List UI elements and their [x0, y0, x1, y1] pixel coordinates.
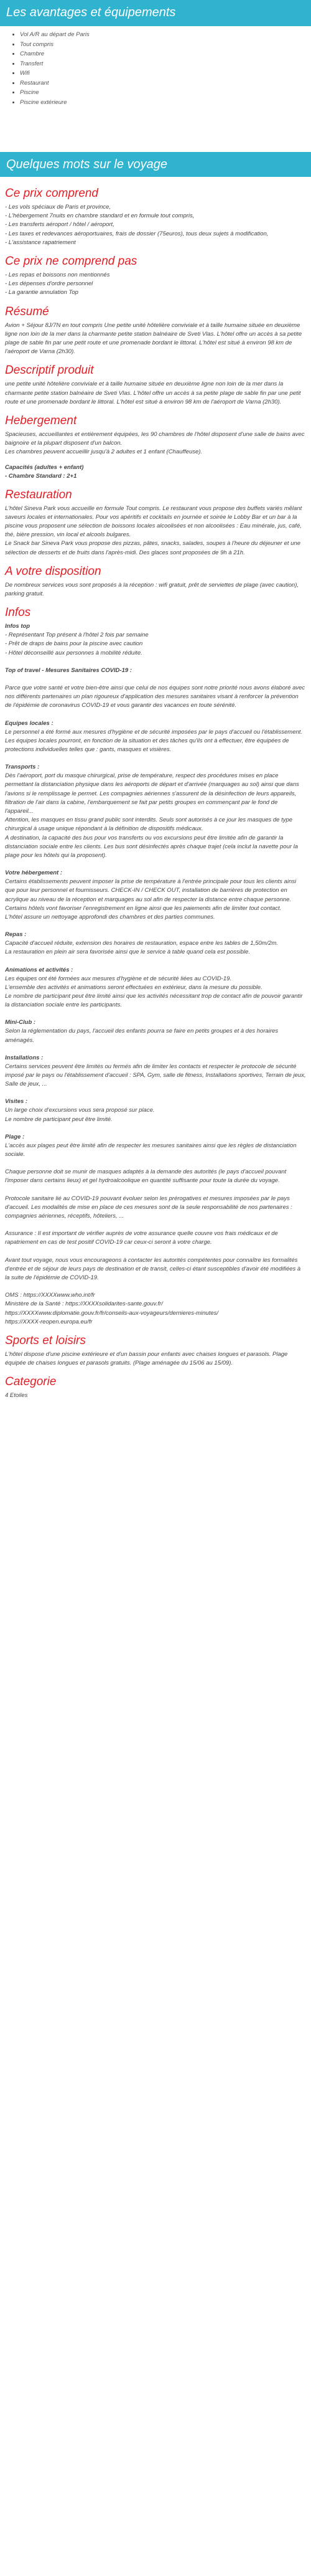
- advantages-title: Les avantages et équipements: [6, 6, 176, 19]
- miniclub-label: Mini-Club :: [5, 1019, 36, 1026]
- trip-section-header: [0, 152, 311, 177]
- hosting-text-2: L'hôtel assure un nettoyage approfondi des chambres et des parties communes.: [5, 913, 215, 921]
- trip-section-title: Quelques mots sur le voyage: [6, 158, 168, 171]
- accommodation-text: Spacieuses, accueillantes et entièrement équipées, les 90 chambres de l'hôtel disposent d'une salle de bains avec baignoire et la plupart disposent d'un balcon.: [5, 431, 305, 447]
- accommodation-text-2: Les chambres peuvent accueillir jusqu'à 2 adultes et 1 enfant (Chauffeuse).: [5, 448, 203, 456]
- local-teams-label: Equipes locales :: [5, 719, 53, 727]
- hosting-text: Certains établissements peuvent imposer la prise de température à l'entrée principale pour tous les clients ainsi que pour leur personnel et fournisseurs. CHECK-IN / CHECK OUT, installation de barrières de protection en acrylique au niveau de la réception et marquages au sol afin de respecter la distance entre chaque personne. Certains hôtels vont favoriser l'enregistrement en ligne ainsi que les paiements afin de limiter tout contact.: [5, 878, 297, 912]
- included-line: - Les transferts aéroport / hôtel / aéroport,: [5, 221, 114, 229]
- capacity-label: Capacités (adultes + enfant): [5, 463, 84, 471]
- animations-text-3: Le nombre de participant peut être limité ainsi que les activités nécessitant trop de contact afin de pouvoir garantir la distanciation sociale entre les participants.: [5, 992, 303, 1009]
- animations-text-2: L'ensemble des activités et animations seront effectuées en extérieur, dans la mesure du possible.: [5, 983, 262, 991]
- protocol-text: Protocole sanitaire lié au COVID-19 pouvant évoluer selon les prérogatives et mesures imposées par le pays d'accueil. Les modalités de mise en place de ces mesures sont de la seule responsabilité de nos partenaires : compagnies aériennes, réceptifs, hôteliers, ...: [5, 1195, 292, 1220]
- excluded-line: - Les dépenses d'ordre personnel: [5, 280, 93, 288]
- advantages-list-container: [0, 26, 311, 107]
- visits-text: Un large choix d'excursions vous sera proposé sur place.: [5, 1107, 155, 1114]
- infos-top-line: - Prêt de draps de bains pour la piscine avec caution: [5, 640, 143, 648]
- transport-label: Transports :: [5, 764, 40, 771]
- info-link[interactable]: Ministère de la Santé : https://XXXXsolidarites-sante.gouv.fr/: [5, 1300, 163, 1308]
- info-link[interactable]: https://XXXX-reopen.europa.eu/fr: [5, 1318, 93, 1325]
- visits-text-2: Le nombre de participant peut être limité.: [5, 1115, 113, 1123]
- beach-text-2: Chaque personne doit se munir de masques adaptés à la demande des autorités (le pays d'accueil pouvant l'imposer dans certains lieux) et gel hydroalcoolique en quantité suffisante pour toute la durée du voyage.: [5, 1168, 287, 1185]
- sports-title: Sports et loisirs: [5, 1334, 86, 1348]
- insurance-text: Assurance : Il est important de vérifier auprès de votre assurance quelle couvre vos frais médicaux et de rapatriement en cas de test positif COVID-19 car ceux-ci seront à votre charge.: [5, 1230, 278, 1246]
- infos-block: [5, 622, 306, 1327]
- excluded-title: Ce prix ne comprend pas: [5, 255, 137, 268]
- info-link[interactable]: https://XXXXwww.diplomatie.gouv.fr/fr/conseils-aux-voyageurs/dernieres-minutes/: [5, 1309, 219, 1317]
- advice-text: Avant tout voyage, nous vous encourageons à contacter les autorités compétentes pour connaître les formalités d'entrée et de séjour de leurs pays de destination et de transit, celles-ci étant susceptibles d'avoir été modifiées à la suite de l'épidémie de COVID-19.: [5, 1256, 301, 1282]
- meals-text-2: La restauration en plein air sera favorisée ainsi que le service à table quand cela est possible.: [5, 949, 250, 956]
- included-line: - L'hébergement 7nuits en chambre standard et en formule tout compris,: [5, 212, 195, 220]
- restaurant-text: L'hôtel Sineva Park vous accueille en formule Tout compris. Le restaurant vous propose des buffets variés mêlant saveurs locales et internationales. Pour vos apéritifs et cocktails en journée et soirée le Lobby Bar et un bar à la piscine vous proposent une sélection de boissons locales alcoolisées et non alcoolisées : Eau minérale, jus, café, thé, bière pression, vin local et alcools bulgares.: [5, 504, 302, 539]
- visits-label: Visites :: [5, 1098, 28, 1106]
- included-line: - L'assistance rapatriement: [5, 239, 76, 246]
- miniclub-text: Selon la réglementation du pays, l'accueil des enfants pourra se faire en petits groupes et à des horaires aménagés.: [5, 1028, 279, 1044]
- category-text: 4 Etoiles: [5, 1392, 28, 1399]
- info-link[interactable]: OMS : https://XXXXwww.who.int/fr: [5, 1292, 95, 1299]
- advantages-list: [0, 30, 311, 107]
- included-title: Ce prix comprend: [5, 187, 98, 200]
- animations-text: Les équipes ont été formées aux mesures d'hygiène et de sécurité liées au COVID-19.: [5, 975, 232, 982]
- summary-title: Résumé: [5, 305, 49, 318]
- animations-label: Animations et activités :: [5, 966, 73, 973]
- excluded-line: - La garantie annulation Top: [5, 289, 78, 296]
- info-links: [5, 1291, 306, 1327]
- advantage-item: • Vol A/R au départ de Paris: [20, 30, 311, 40]
- infos-top-label: Infos top: [5, 623, 30, 630]
- restaurant-text-2: Le Snack bar Sineva Park vous propose des pizzas, pâtes, snacks, salades, soupes à l'heure du déjeuner et une sélection de desserts et de fruits dans l'après-midi. Des glaces sont proposées de 9h à 21h.: [5, 540, 300, 556]
- advantage-item: • Transfert: [20, 59, 311, 69]
- advantage-item: • Piscine extérieure: [20, 98, 311, 108]
- advantage-item: • Chambre: [20, 49, 311, 59]
- infos-top-line: - Représentant Top présent à l'hôtel 2 fois par semaine: [5, 632, 149, 639]
- installations-text: Certains services peuvent être limités ou fermés afin de limiter les contacts et respecter le protocole de sécurité imposé par le pays ou l'établissement d'accueil : SPA, Gym, salle de fitness, Installations sportives, Terrain de jeux, Salle de jeux, ...: [5, 1063, 306, 1088]
- excluded-list: [5, 271, 306, 298]
- category-title: Categorie: [5, 1375, 57, 1389]
- description-text: une petite unité hôtelière conviviale et à taille humaine située en deuxième ligne non loin de la mer dans la charmante petite station balnéaire de Sveti Vlas. L'hôtel offre un accès à sa petite plage de sable fin par une petit route et une promenade bordant le littoral. L'hôtel est situé à environ 98 km de l'aéroport de Varna (2h30).: [5, 381, 301, 405]
- trip-details: [0, 187, 311, 1401]
- advantages-header: [0, 0, 311, 26]
- advantage-item: • Piscine: [20, 88, 311, 98]
- summary-text: Avion + Séjour 8J/7N en tout compris Une petite unité hôtelière conviviale et à taille humaine située en deuxième ligne non loin de la mer dans la charmante petite station balnéaire de Sveti Vlas. L'hôtel offre un accès à sa petite plage de sable fin par une petit route et une promenade bordant le littoral. L'hôtel est situé à environ 98 km de l'aéroport de Varna (2h30).: [5, 321, 302, 356]
- advantage-item: • Tout compris: [20, 40, 311, 50]
- infos-top-line: - Hôtel déconseillé aux personnes à mobilité réduite.: [5, 649, 142, 656]
- advantage-item: • Restaurant: [20, 78, 311, 88]
- covid-intro: Parce que votre santé et votre bien-être ainsi que celui de nos équipes sont notre priorité nous avons élaboré avec nos différents partenaires un plan rigoureux d'application des mesures sanitaires visant à renforcer la prévention de l'épidémie de coronavirus COVID-19 et vous garantir des vacances en toute sérénité.: [5, 684, 305, 709]
- included-line: - Les taxes et redevances aéroportuaires, frais de dossier (75euros), tous deux sujets à modification,: [5, 230, 269, 237]
- infos-title: Infos: [5, 606, 31, 620]
- description-title: Descriptif produit: [5, 364, 94, 377]
- transport-text-2: Attention, les masques en tissu grand public sont interdits. Seuls sont autorisés à ce jour les masques de type chirurgical à usage unique répondant à la définition de dispositifs médicaux.: [5, 817, 293, 833]
- installations-label: Installations :: [5, 1054, 44, 1061]
- hosting-label: Votre hébergement :: [5, 869, 63, 877]
- included-list: [5, 203, 306, 247]
- meals-label: Repas :: [5, 931, 27, 939]
- advantage-item: • Wifi: [20, 69, 311, 78]
- beach-label: Plage :: [5, 1133, 25, 1140]
- capacity-value: - Chambre Standard : 2+1: [5, 472, 77, 480]
- available-title: A votre disposition: [5, 564, 101, 578]
- meals-text: Capacité d'accueil réduite, extension des horaires de restauration, espace entre les tables de 1,50m/2m.: [5, 940, 279, 947]
- local-teams-text-2: Les équipes locales pourront, en fonction de la situation et des tâches qu'ils ont à effectuer, être équipées de protections individuelles telles que : gants, masques et visières.: [5, 737, 289, 753]
- excluded-line: - Les repas et boissons non mentionnés: [5, 272, 110, 279]
- restaurant-title: Restauration: [5, 488, 72, 501]
- accommodation-title: Hebergement: [5, 414, 77, 428]
- transport-text: Dès l'aéroport, port du masque chirurgical, prise de température, respect des procédures mises en place permettant la distanciation physique dans les aéroports de départ et d'arrivée (marquages au sol) ainsi que dans l'avions si le remplissage le permet. Les compagnies aériennes s'assurent de la désinfection de leurs appareils, filtration de l'air dans la cabine, l'embarquement se fait par petits groupes en commençant par le fond de l'appareil...: [5, 772, 299, 815]
- sports-text: L'hôtel dispose d'une piscine extérieure et d'un bassin pour enfants avec chaises longues et parasols. Plage équipée de chaises longues et parasols gratuits. (Plage aménagée du 15/06 au 15/09).: [5, 1351, 288, 1367]
- covid-label: Top of travel - Mesures Sanitaires COVID-19 :: [5, 666, 132, 674]
- included-line: - Les vols spéciaux de Paris et province,: [5, 204, 111, 211]
- beach-text: L'accès aux plages peut être limité afin de respecter les mesures sanitaires ainsi que les règles de distanciation sociale.: [5, 1142, 297, 1158]
- transport-text-3: A destination, la capacité des bus pour vos transferts ou vos excursions peut être limitée afin de garantir la distanciation sociale entre les clients. Les bus sont désinfectés après chaque trajet (cela inclut la navette pour la plage pour les hôtels qui la proposent).: [5, 834, 299, 859]
- local-teams-text: Le personnel a été formé aux mesures d'hygiène et de sécurité imposées par le pays d'accueil ou l'établissement.: [5, 728, 303, 736]
- available-text: De nombreux services vous sont proposés à la réception : wifi gratuit, prêt de serviettes de plage (avec caution), parking gratuit.: [5, 581, 299, 598]
